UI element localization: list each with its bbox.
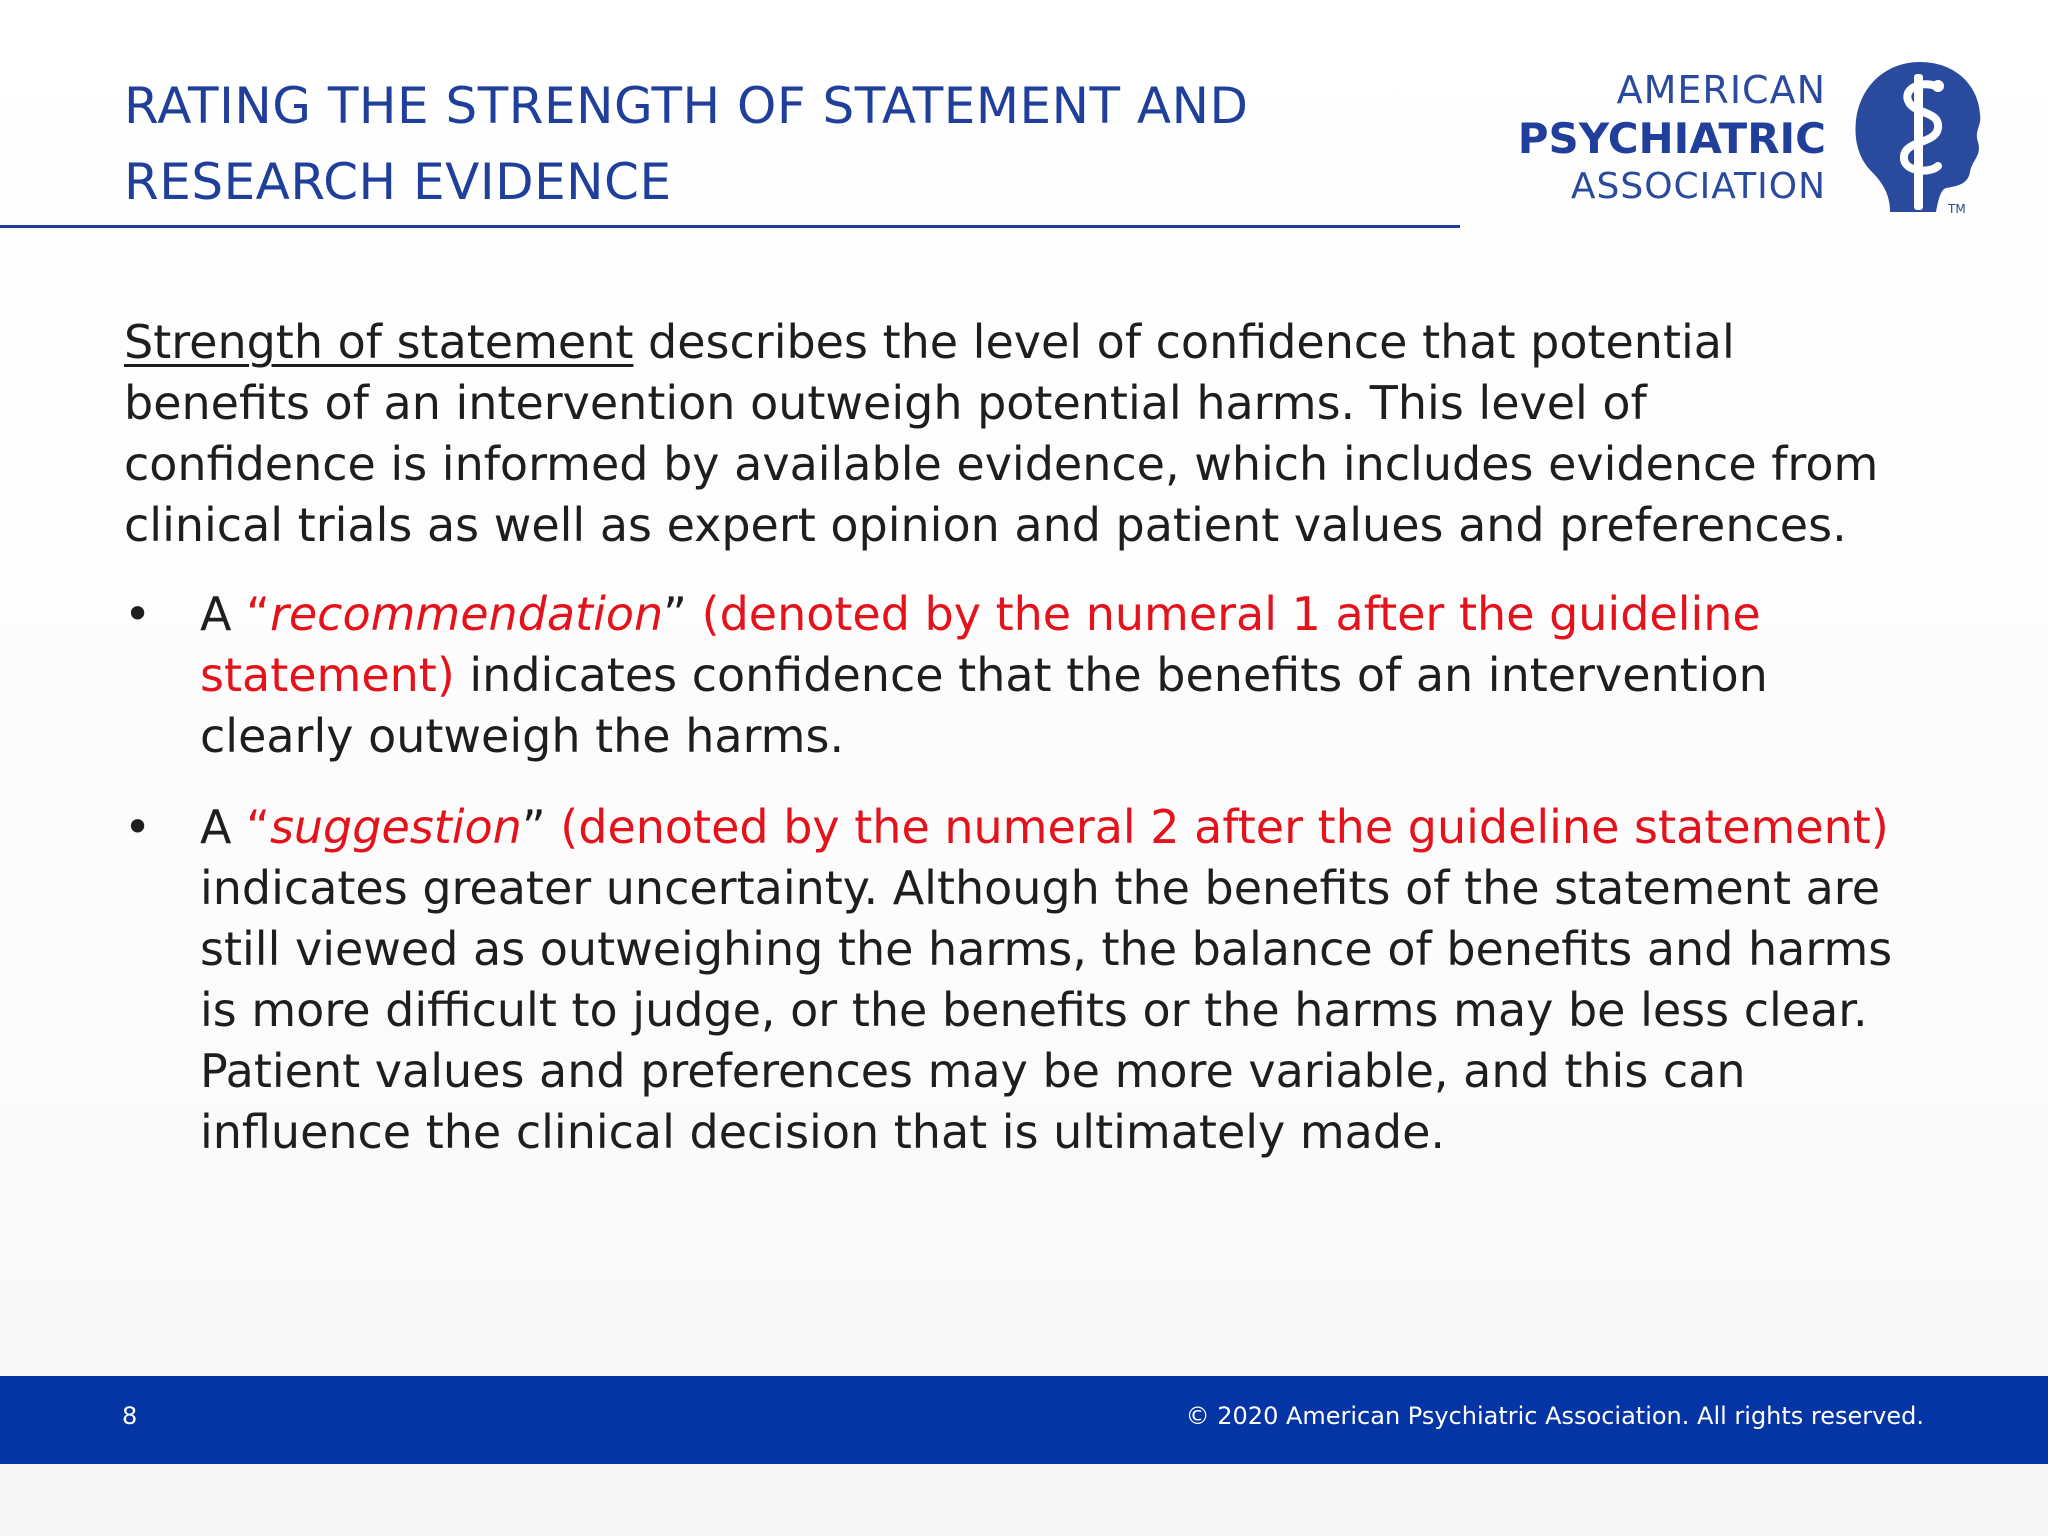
bullet-text: indicates greater uncertainty. Although the benefits of the statement are still viewed as outweighing the harms, the balance of benefits and harms is more difficult to judge, or the benefits or the harms may be less clear. Patient values and preferences may be more variable, and this can influence the clinical decision that is ultimately made. bbox=[200, 861, 1893, 1159]
title-divider bbox=[0, 225, 1460, 228]
bullet-marker: • bbox=[124, 587, 152, 641]
bullet-text: indicates confidence that the benefits of an intervention clearly outweigh the harms. bbox=[200, 648, 1768, 763]
logo-line-american: AMERICAN bbox=[1616, 68, 1826, 112]
bullet-term-recommendation: recommendation bbox=[269, 587, 664, 641]
page-number: 8 bbox=[122, 1402, 138, 1430]
slide-body bbox=[124, 312, 1904, 1193]
bullet-lead: A bbox=[200, 587, 247, 641]
bullet-lead: A bbox=[200, 800, 247, 854]
bullet-marker: • bbox=[124, 800, 152, 854]
slide-title bbox=[124, 68, 1424, 220]
footer-bar bbox=[0, 1376, 2048, 1464]
bullet-recommendation bbox=[124, 584, 1904, 767]
bullet-list bbox=[124, 584, 1904, 1163]
copyright-notice: © 2020 American Psychiatric Association. All rights reserved. bbox=[1185, 1402, 1924, 1430]
bullet-denotation: (denoted by the numeral 1 after the guideline statement) bbox=[200, 587, 1761, 702]
trademark-mark: TM bbox=[1948, 202, 1966, 216]
slide-title-line-2: RESEARCH EVIDENCE bbox=[124, 153, 672, 211]
slide-title-line-1: RATING THE STRENGTH OF STATEMENT AND bbox=[124, 77, 1249, 135]
bullet-suggestion bbox=[124, 797, 1904, 1163]
intro-text: describes the level of confidence that potential benefits of an intervention outweigh potential harms. This level of confidence is informed by available evidence, which includes evidence from clinical trials as well as expert opinion and patient values and preferences. bbox=[124, 315, 1879, 552]
bullet-term-suggestion: suggestion bbox=[269, 800, 522, 854]
intro-paragraph bbox=[124, 312, 1904, 556]
bullet-open-quote: “ bbox=[246, 587, 270, 641]
bullet-close-quote: ” bbox=[663, 587, 688, 641]
logo-line-association: ASSOCIATION bbox=[1570, 166, 1826, 207]
intro-term: Strength of statement bbox=[124, 315, 634, 369]
apa-logo-wordmark bbox=[1490, 66, 1826, 210]
bullet-close-quote: ” bbox=[521, 800, 546, 854]
logo-line-psychiatric: PSYCHIATRIC bbox=[1517, 114, 1826, 163]
apa-caduceus-logo-icon bbox=[1850, 56, 1986, 216]
bullet-denotation: (denoted by the numeral 2 after the guideline statement) bbox=[545, 800, 1889, 854]
bullet-open-quote: “ bbox=[246, 800, 270, 854]
